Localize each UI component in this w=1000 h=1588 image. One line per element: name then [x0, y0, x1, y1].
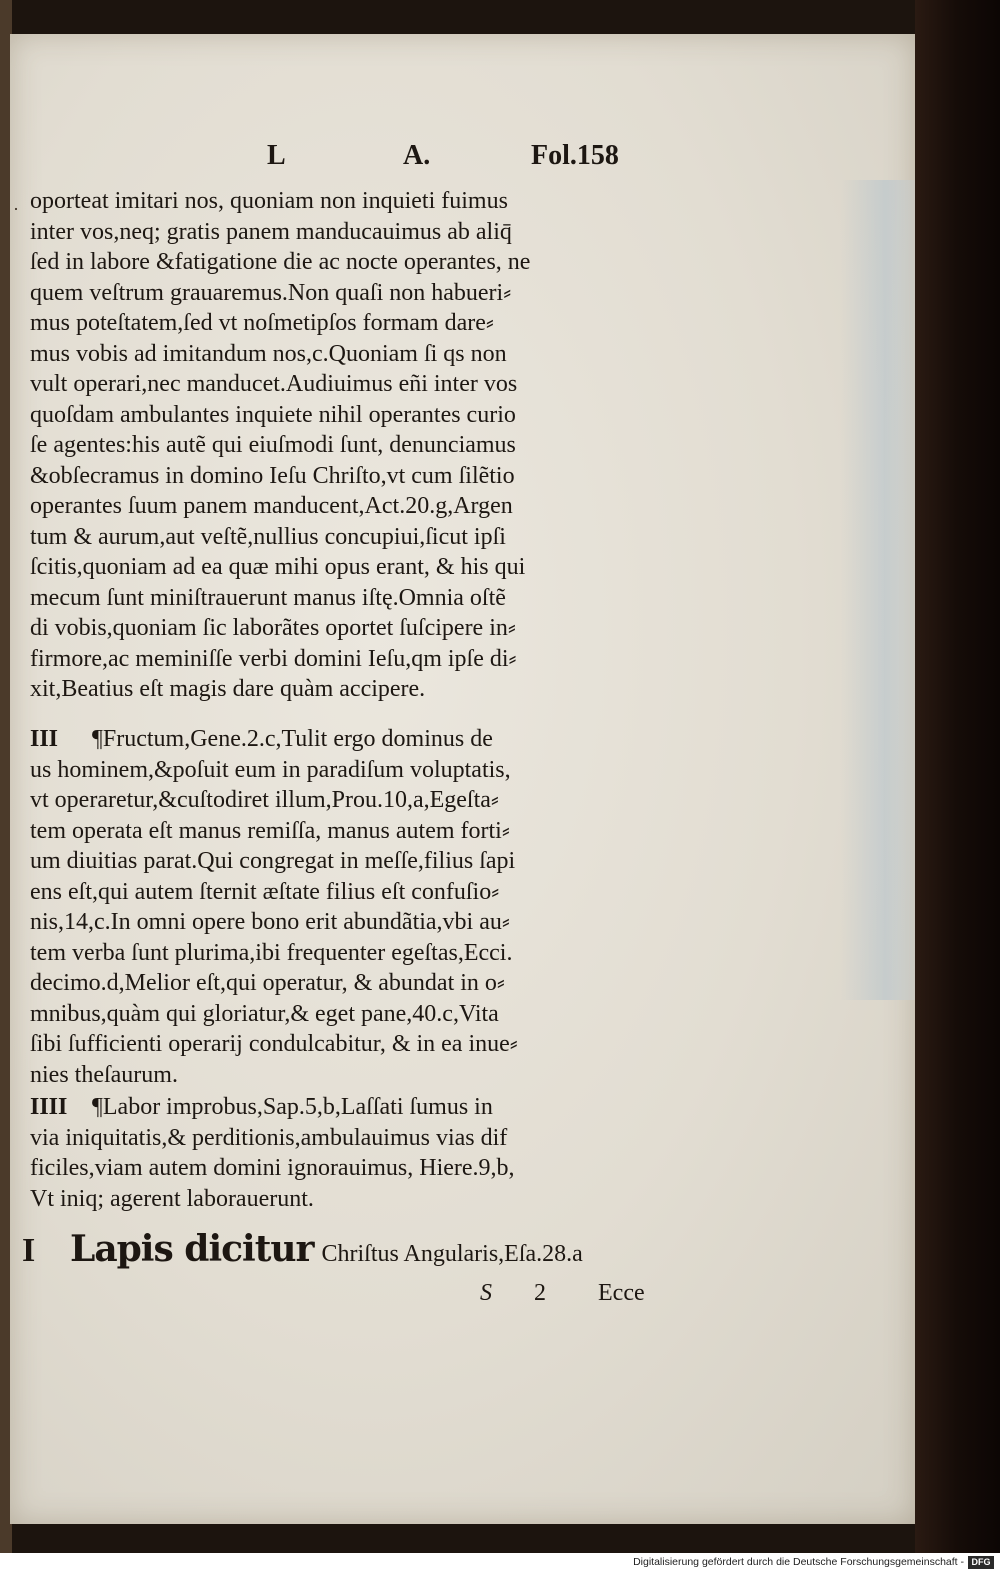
line-text: mus poteſtatem,ſed vt noſmetipſos formam dare⸗	[30, 310, 494, 336]
text-line	[30, 186, 690, 217]
line-text: di vobis,quoniam ſic laborãtes oportet ſuſcipere in⸗	[30, 615, 516, 641]
text-line	[30, 938, 690, 969]
text-line	[30, 217, 690, 248]
line-text: decimo.d,Melior eſt,qui operatur, & abundat in o⸗	[30, 970, 505, 996]
funding-credit: Digitalisierung gefördert durch die Deutsche Forschungsgemeinschaft -	[633, 1556, 964, 1568]
text-line	[30, 400, 690, 431]
line-text: nis,14,c.In omni opere bono erit abundãtia,vbi au⸗	[30, 909, 510, 935]
line-text: mecum ſunt miniſtrauerunt manus iſtę.Omnia oſtẽ	[30, 584, 506, 611]
paragraph-four	[30, 1092, 690, 1214]
line-text: ¶Labor improbus,Sap.5,b,Laſſati ſumus in	[92, 1094, 493, 1120]
paragraph-numeral: III	[30, 726, 59, 752]
text-line	[30, 724, 690, 755]
text-line	[30, 1153, 690, 1184]
line-text: ſcitis,quoniam ad ea quæ mihi opus erant, & his qui	[30, 554, 526, 580]
line-text: quoſdam ambulantes inquiete nihil operantes curio	[30, 401, 516, 428]
text-line	[30, 430, 690, 461]
paragraph-numeral: IIII	[30, 1094, 68, 1120]
line-text: ſibi ſufficienti operarij condulcabitur, & in ea inue⸗	[30, 1031, 518, 1057]
text-line	[30, 461, 690, 492]
dfg-logo: DFG	[968, 1556, 994, 1569]
text-line	[30, 907, 690, 938]
line-text: tem operata eſt manus remiſſa, manus autem forti⸗	[30, 817, 510, 844]
line-text: vt operaretur,&cuſtodiret illum,Prou.10,a,Egeſta⸗	[30, 787, 499, 813]
line-text: ſed in labore &fatigatione die ac nocte operantes, ne	[30, 249, 531, 275]
text-line	[30, 308, 690, 339]
text-line	[30, 1092, 690, 1123]
entry-text: Chriſtus Angularis,Eſa.28.a	[321, 1241, 583, 1267]
folio-number: Fol.158	[531, 140, 619, 171]
text-line	[30, 785, 690, 816]
paragraph-three	[30, 724, 690, 1090]
line-text: &obſecramus in domino Ieſu Chriſto,vt cum ſilẽtio	[30, 462, 515, 489]
text-line	[30, 674, 690, 705]
text-line	[30, 1123, 690, 1154]
line-text: vult operari,nec manducet.Audiuimus eñi inter vos	[30, 371, 518, 397]
line-text: quem veſtrum grauaremus.Non quaſi non habueri⸗	[30, 279, 512, 306]
text-line	[30, 369, 690, 400]
catchword: Ecce	[598, 1280, 645, 1306]
text-line	[30, 1029, 690, 1060]
line-text: tem verba ſunt plurima,ibi frequenter egeſtas,Ecci.	[30, 939, 513, 966]
adjacent-page-edge	[915, 0, 1000, 1553]
text-line	[30, 491, 690, 522]
text-line	[30, 877, 690, 908]
line-text: mus vobis ad imitandum nos,c.Quoniam ſi qs non	[30, 340, 507, 367]
header-letter-center: A.	[403, 140, 431, 171]
line-text: xit,Beatius eſt magis dare quàm accipere.	[30, 676, 426, 702]
entry-numeral: I	[22, 1232, 36, 1269]
text-line	[30, 278, 690, 309]
text-line	[30, 968, 690, 999]
text-line	[30, 846, 690, 877]
text-line	[30, 552, 690, 583]
margin-mark: ·	[13, 199, 19, 219]
header-letter-left: L	[267, 140, 286, 171]
text-line	[30, 755, 690, 786]
line-text: tum & aurum,aut veſtẽ,nullius concupiui,ſicut ipſi	[30, 523, 506, 550]
paper-stain	[840, 180, 915, 1000]
signature-number: 2	[534, 1280, 546, 1306]
line-text: ficiles,viam autem domini ignorauimus, Hiere.9,b,	[30, 1155, 515, 1181]
line-text: us hominem,&poſuit eum in paradiſum voluptatis,	[30, 756, 511, 783]
line-text: via iniquitatis,& perditionis,ambulauimus vias dif	[30, 1124, 508, 1151]
line-text: operantes ſuum panem manducent,Act.20.g,Argen	[30, 493, 513, 519]
text-line	[30, 816, 690, 847]
line-text: ens eſt,qui autem ſternit æſtate filius eſt confuſio⸗	[30, 878, 500, 905]
paragraph-continuation	[30, 186, 690, 705]
line-text: ¶Fructum,Gene.2.c,Tulit ergo dominus de	[92, 726, 493, 752]
line-text: oporteat imitari nos, quoniam non inquieti fuimus	[30, 188, 508, 214]
text-line	[30, 247, 690, 278]
line-text: firmore,ac meminiſſe verbi domini Ieſu,qm ipſe di⸗	[30, 645, 517, 672]
text-line	[30, 999, 690, 1030]
line-text: inter vos,neq; gratis panem manducauimus ab aliq̄	[30, 218, 512, 245]
dictionary-entry	[22, 1228, 682, 1280]
text-line	[30, 583, 690, 614]
text-line	[30, 339, 690, 370]
text-line	[30, 522, 690, 553]
text-line	[30, 1060, 690, 1091]
text-line	[30, 613, 690, 644]
running-header	[255, 140, 635, 176]
text-line	[30, 644, 690, 675]
text-line	[30, 1184, 690, 1215]
entry-headword: Lapis dicitur	[70, 1228, 314, 1270]
line-text: ſe agentes:his autẽ qui eiuſmodi ſunt, denunciamus	[30, 432, 516, 458]
signature-line	[480, 1280, 680, 1314]
line-text: um diuitias parat.Qui congregat in meſſe,filius ſapi	[30, 848, 516, 874]
line-text: nies theſaurum.	[30, 1061, 178, 1088]
line-text: mnibus,quàm qui gloriatur,& eget pane,40.c,Vita	[30, 1000, 499, 1027]
signature-mark: S	[480, 1280, 492, 1306]
line-text: Vt iniq; agerent laborauerunt.	[30, 1185, 314, 1212]
